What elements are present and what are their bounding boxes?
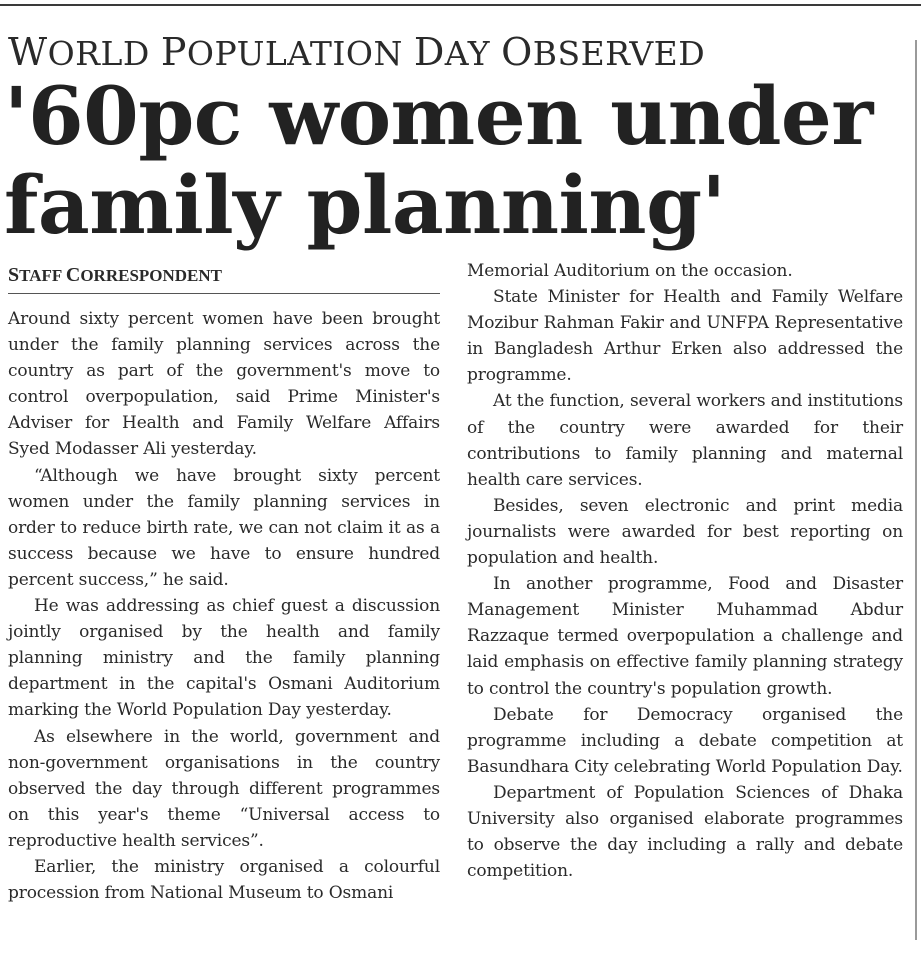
kicker: WORLD POPULATION DAY OBSERVED	[8, 30, 706, 74]
byline: STAFF CORRESPONDENT	[8, 264, 223, 286]
paragraph: State Minister for Health and Family Welfare Mozibur Rahman Fakir and UNFPA Representative in Bangladesh Arthur Erken also addressed the programme.	[467, 287, 903, 386]
paragraph: Besides, seven electronic and print media journalists were awarded for best reporting on population and health.	[467, 495, 903, 569]
paragraph: At the function, several workers and institutions of the country were awarded for their contributions to family planning and maternal health care services.	[467, 391, 903, 490]
paragraph: Earlier, the ministry organised a colourful procession from National Museum to Osmani	[8, 856, 440, 904]
paragraph: Debate for Democracy organised the programme including a debate competition at Basundhara City celebrating World Population Day.	[467, 704, 903, 777]
paragraph-continued: Memorial Auditorium on the occasion.	[467, 261, 793, 281]
headline-line-1: '60pc women under	[4, 69, 873, 163]
right-column	[467, 258, 903, 884]
byline-rule	[8, 293, 440, 294]
paragraph: In another programme, Food and Disaster Management Minister Muhammad Abdur Razzaque termed overpopulation a challenge and laid emphasis on effective family planning strategy to control the country's population growth.	[467, 574, 903, 699]
top-rule	[0, 4, 921, 6]
paragraph: “Although we have brought sixty percent women under the family planning services in order to reduce birth rate, we can not claim it as a success because we have to ensure hundred percent success,” he said.	[8, 465, 440, 590]
column-edge-rule	[915, 40, 917, 940]
paragraph: Department of Population Sciences of Dhaka University also organised elaborate programmes to observe the day including a rally and debate competition.	[467, 782, 903, 882]
left-column	[8, 306, 440, 906]
paragraph: He was addressing as chief guest a discussion jointly organised by the health and family planning ministry and the family planning department in the capital's Osmani Auditorium marking the World Population Day yesterday.	[8, 596, 440, 721]
paragraph: Around sixty percent women have been brought under the family planning services across the country as part of the government's move to control overpopulation, said Prime Minister's Adviser for Health and Family Welfare Affairs Syed Modasser Ali yesterday.	[8, 309, 440, 460]
paragraph: As elsewhere in the world, government and non-government organisations in the country observed the day through different programmes on this year's theme “Universal access to reproductive health services”.	[8, 726, 440, 851]
headline-line-2: family planning'	[4, 158, 726, 252]
headline	[4, 69, 873, 252]
